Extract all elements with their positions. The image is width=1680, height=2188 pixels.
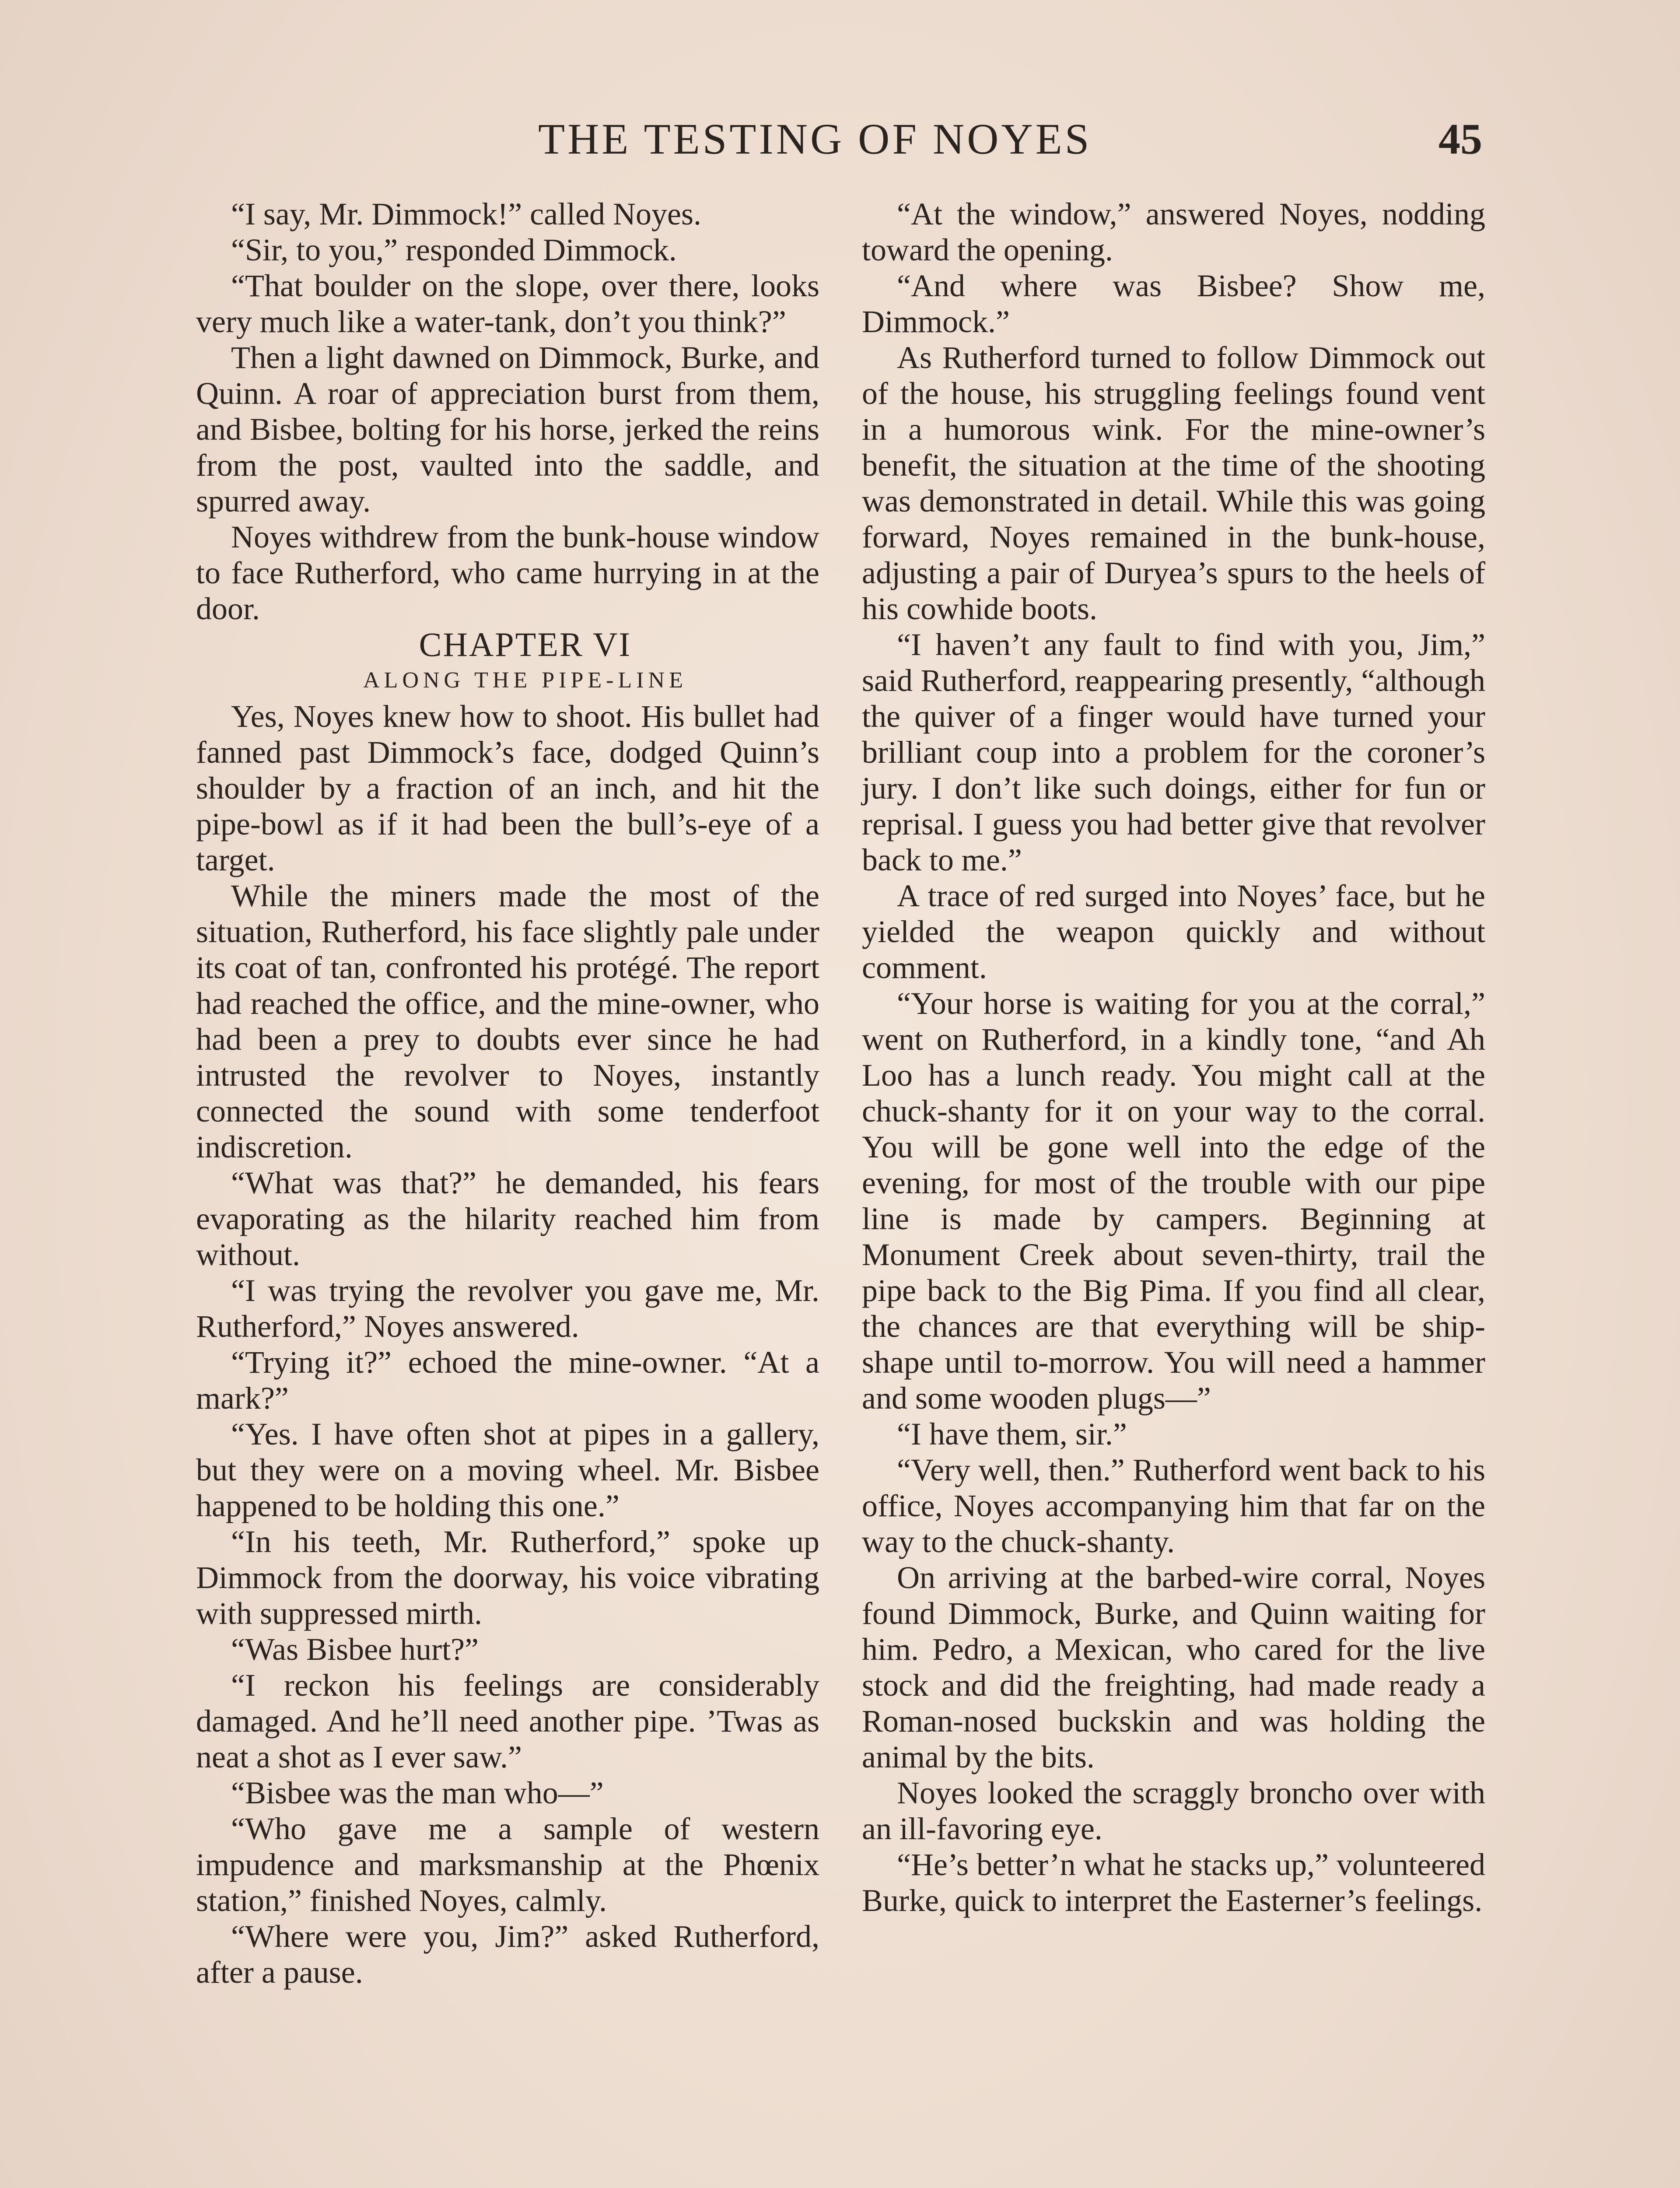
paragraph: “I was trying the revolver you gave me, Mr. Rutherford,” Noyes answered. <box>196 1273 819 1344</box>
paragraph: “I say, Mr. Dimmock!” called Noyes. <box>231 196 702 231</box>
chapter-subtitle: ALONG THE PIPE-LINE <box>363 668 687 693</box>
paragraph: As Rutherford turned to follow Dimmock out of the house, his struggling feelings found vent in a humorous wink. For the mine-owner’s benefit, the situation at the time of the shooting was demonstrated in detail. While this was going forward, Noyes remained in the bunk-house, adjusting a pair of Duryea’s spurs to the heels of his cowhide boots. <box>862 340 1485 626</box>
paragraph: “Was Bisbee hurt?” <box>231 1632 479 1667</box>
right-column <box>862 196 1485 1918</box>
paragraph: “That boulder on the slope, over there, looks very much like a water-tank, don’t you think?” <box>196 268 819 339</box>
paragraph: “What was that?” he demanded, his fears evaporating as the hilarity reached him from without. <box>196 1165 819 1272</box>
paragraph: “In his teeth, Mr. Rutherford,” spoke up Dimmock from the doorway, his voice vibrating with suppressed mirth. <box>196 1524 819 1631</box>
paragraph: “Bisbee was the man who—” <box>231 1775 604 1810</box>
paragraph: “At the window,” answered Noyes, nodding toward the opening. <box>862 196 1485 267</box>
chapter-title: CHAPTER VI <box>419 625 632 663</box>
paragraph: “I reckon his feelings are considerably damaged. And he’ll need another pipe. ’Twas as neat a shot as I ever saw.” <box>196 1668 819 1774</box>
paragraph: While the miners made the most of the situation, Rutherford, his face slightly pale under its coat of tan, confronted his protégé. The report had reached the office, and the mine-owner, who had been a prey to doubts ever since he had intrusted the revolver to Noyes, instantly connected the sound with some tenderfoot indiscretion. <box>196 878 819 1164</box>
left-column <box>196 196 819 1990</box>
paragraph: “Trying it?” echoed the mine-owner. “At a mark?” <box>196 1345 819 1416</box>
paragraph: “Very well, then.” Rutherford went back to his office, Noyes accompanying him that far on the way to the chuck-shanty. <box>862 1452 1485 1559</box>
paragraph: Yes, Noyes knew how to shoot. His bullet had fanned past Dimmock’s face, dodged Quinn’s shoulder by a fraction of an inch, and hit the pipe-bowl as if it had been the bull’s-eye of a target. <box>196 699 819 877</box>
paragraph: “And where was Bisbee? Show me, Dimmock.” <box>862 268 1485 339</box>
paragraph: “He’s better’n what he stacks up,” volunteered Burke, quick to interpret the Easterner’s feelings. <box>862 1847 1485 1918</box>
paragraph: “Your horse is waiting for you at the corral,” went on Rutherford, in a kindly tone, “and Ah Loo has a lunch ready. You might call at the chuck-shanty for it on your way to the corral. You will be gone well into the edge of the evening, for most of the trouble with our pipe line is made by campers. Beginning at Monument Creek about seven-thirty, trail the pipe back to the Big Pima. If you find all clear, the chances are that everything will be ship-shape until to-morrow. You will need a hammer and some wooden plugs—” <box>862 986 1485 1416</box>
paragraph: “Where were you, Jim?” asked Rutherford, after a pause. <box>196 1919 819 1990</box>
paragraph: A trace of red surged into Noyes’ face, but he yielded the weapon quickly and without comment. <box>862 878 1485 985</box>
paragraph: Noyes looked the scraggly broncho over with an ill-favoring eye. <box>862 1775 1485 1846</box>
paragraph: “Yes. I have often shot at pipes in a gallery, but they were on a moving wheel. Mr. Bisbee happened to be holding this one.” <box>196 1417 819 1523</box>
paragraph: “Sir, to you,” responded Dimmock. <box>231 232 677 267</box>
paragraph: Noyes withdrew from the bunk-house window to face Rutherford, who came hurrying in at the door. <box>196 519 819 626</box>
page-number: 45 <box>1438 115 1482 163</box>
paragraph: “Who gave me a sample of western impudence and marksmanship at the Phœnix station,” finished Noyes, calmly. <box>196 1811 819 1918</box>
running-title: THE TESTING OF NOYES <box>538 115 1092 163</box>
paragraph: “I haven’t any fault to find with you, Jim,” said Rutherford, reappearing presently, “although the quiver of a finger would have turned your brilliant coup into a problem for the coroner’s jury. I don’t like such doings, either for fun or reprisal. I guess you had better give that revolver back to me.” <box>862 627 1485 877</box>
paragraph: On arriving at the barbed-wire corral, Noyes found Dimmock, Burke, and Quinn waiting for him. Pedro, a Mexican, who cared for the live stock and did the freighting, had made ready a Roman-nosed buckskin and was holding the animal by the bits. <box>862 1560 1485 1774</box>
paragraph: Then a light dawned on Dimmock, Burke, and Quinn. A roar of appreciation burst from them, and Bisbee, bolting for his horse, jerked the reins from the post, vaulted into the saddle, and spurred away. <box>196 340 819 519</box>
paragraph: “I have them, sir.” <box>897 1417 1127 1452</box>
